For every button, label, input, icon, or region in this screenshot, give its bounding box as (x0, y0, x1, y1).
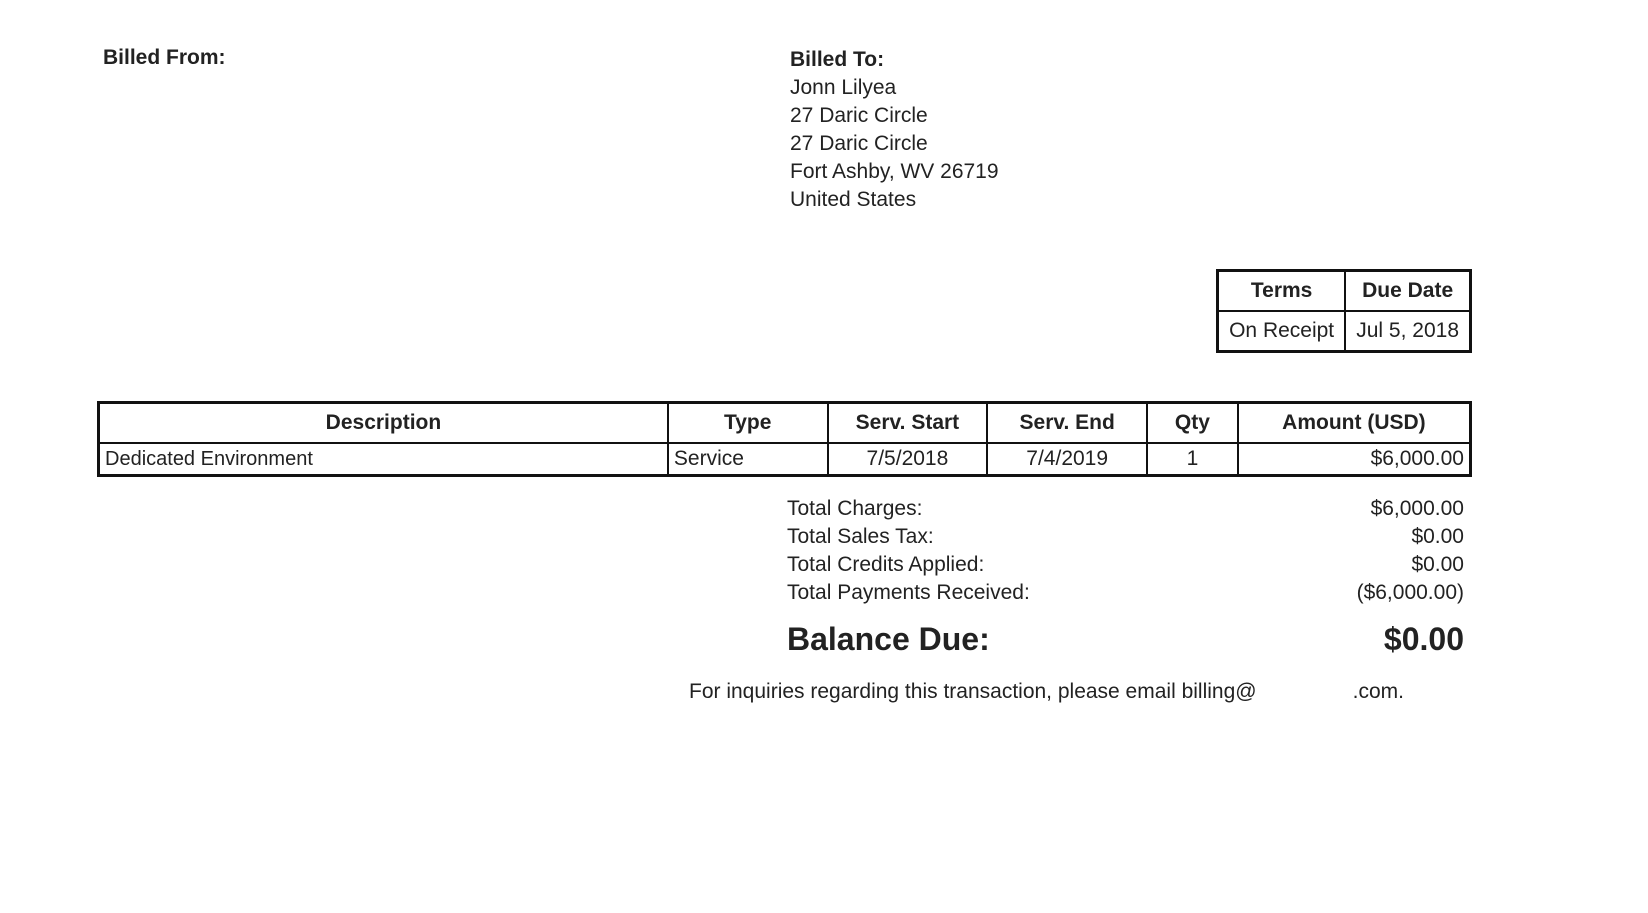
row-serv-start: 7/5/2018 (828, 443, 988, 476)
balance-due-value: $0.00 (1383, 621, 1464, 657)
due-date-header: Due Date (1345, 271, 1470, 312)
email-domain-suffix: .com. (1352, 680, 1404, 703)
total-credits-label: Total Credits Applied: (787, 553, 985, 576)
billed-to-name: Jonn Lilyea (790, 76, 897, 99)
due-date-value: Jul 5, 2018 (1345, 311, 1470, 352)
total-payments-label: Total Payments Received: (787, 581, 1030, 604)
balance-due-row (787, 621, 1464, 657)
total-charges-label: Total Charges: (787, 497, 923, 520)
terms-table (1216, 269, 1472, 353)
qty-header: Qty (1147, 403, 1238, 444)
total-sales-tax-row (787, 523, 1464, 551)
row-qty: 1 (1147, 443, 1238, 476)
total-sales-tax-label: Total Sales Tax: (787, 525, 934, 548)
amount-header: Amount (USD) (1238, 403, 1471, 444)
row-description: Dedicated Environment (99, 443, 668, 476)
total-credits-value: $0.00 (1411, 553, 1464, 576)
terms-value: On Receipt (1218, 311, 1346, 352)
billed-to-country: United States (790, 188, 917, 211)
billed-to-address-line2: 27 Daric Circle (790, 132, 928, 155)
row-type: Service (668, 443, 828, 476)
serv-end-header: Serv. End (987, 403, 1147, 444)
total-credits-row (787, 551, 1464, 579)
terms-header: Terms (1218, 271, 1346, 312)
serv-start-header: Serv. Start (828, 403, 988, 444)
billed-to-address-line1: 27 Daric Circle (790, 104, 928, 127)
total-payments-row (787, 579, 1464, 607)
total-payments-value: ($6,000.00) (1356, 581, 1464, 604)
billed-to-heading: Billed To: (790, 48, 885, 71)
billed-from-heading: Billed From: (103, 46, 226, 69)
row-serv-end: 7/4/2019 (987, 443, 1147, 476)
total-charges-value: $6,000.00 (1370, 497, 1464, 520)
row-amount: $6,000.00 (1238, 443, 1471, 476)
line-items-header-row (99, 403, 1471, 444)
billed-to-block (790, 46, 999, 214)
type-header: Type (668, 403, 828, 444)
billed-to-city-state-zip: Fort Ashby, WV 26719 (790, 160, 999, 183)
balance-due-label: Balance Due: (787, 621, 990, 657)
table-row (99, 443, 1471, 476)
description-header: Description (99, 403, 668, 444)
totals-section (787, 495, 1464, 657)
inquiry-text: For inquiries regarding this transaction, please email billing@ (689, 680, 1257, 703)
total-sales-tax-value: $0.00 (1411, 525, 1464, 548)
inquiry-footer (689, 680, 1404, 704)
total-charges-row (787, 495, 1464, 523)
line-items-table (97, 401, 1472, 477)
